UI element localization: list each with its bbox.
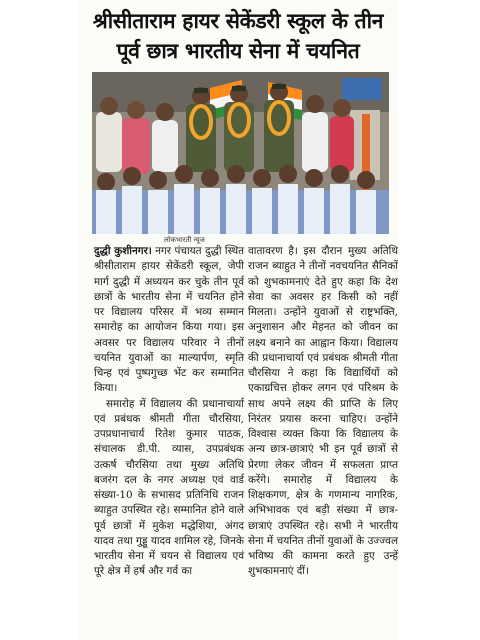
article-dateline: दुद्धी कुशीनगर। [94,245,152,257]
article-headline: श्रीसीताराम हायर सेकेंडरी स्कूल के तीन पूर्व छात्र भारतीय सेना में चयनित [92,9,384,63]
article-column-right [248,244,398,580]
article-paragraph: समारोह में विद्यालय की प्रधानाचार्या एवं प्रबंधक श्रीमती गीता चौरसिया, उपप्रधानाचार्य रितेश कुमार पाठक, संचालक डी.पी. व्यास, उपप्रबंधक उत्कर्ष चौरसिया तथा मुख्य अतिथि बजरंग दल के नगर अध्यक्ष एवं वार्ड संख्या-10 के सभासद प्रतिनिधि राजन ब्याहुत उपस्थित रहे। सम्मानित होने वाले पूर्व छात्रों में मुकेश मद्धेशिया, अंगद यादव तथा गुड्डू यादव शामिल रहे, जिनके भारतीय सेना में चयन से विद्यालय एवं पूरे क्षेत्र में हर्ष और गर्व का [94,397,244,578]
article-column-left [94,244,244,580]
news-clipping [78,0,398,640]
article-text: नगर पंचायत दुद्धी स्थित श्रीसीताराम हायर सेकेंडरी स्कूल, जेपी मार्ग दुद्धी में अध्ययन कर चुके तीन पूर्व छात्रों के भारतीय सेना में चयनित होने पर विद्यालय परिसर में भव्य सम्मान समारोह का आयोजन किया गया। इस अवसर पर विद्यालय परिवार ने तीनों चयनित युवाओं का माल्यार्पण, स्मृति चिन्ह एवं पुष्पगुच्छ भेंट कर सम्मानित किया। [94,245,245,395]
photo-illustration [92,72,389,234]
photo-credit: लोकभारती न्यूज [164,236,205,244]
article-paragraph [94,244,244,397]
group-photo [92,72,389,234]
article-paragraph: वातावरण है। इस दौरान मुख्य अतिथि राजन ब्याहुत ने तीनों नवचयनित सैनिकों को शुभकामनाएं देते हुए कहा कि देश सेवा का अवसर हर किसी को नहीं मिलता। उन्होंने युवाओं से राष्ट्रभक्ति, अनुशासन और मेहनत को जीवन का लक्ष्य बनाने का आह्वान किया। विद्यालय की प्रधानाचार्या एवं प्रबंधक श्रीमती गीता चौरसिया ने कहा कि विद्यार्थियों को एकाग्रचित्त होकर लगन एवं परिश्रम के साथ अपने लक्ष्य की प्राप्ति के लिए निरंतर प्रयास करना चाहिए। उन्होंने विश्वास व्यक्त किया कि विद्यालय के अन्य छात्र-छात्राएं भी इन पूर्व छात्रों से प्रेरणा लेकर जीवन में सफलता प्राप्त करेंगे। समारोह में विद्यालय के शिक्षकगण, क्षेत्र के गणमान्य नागरिक, अभिभावक एवं बड़ी संख्या में छात्र-छात्राएं उपस्थित रहे। सभी ने भारतीय सेना में चयनित तीनों युवाओं के उज्ज्वल भविष्य की कामना करते हुए उन्हें शुभकामनाएं दीं। [248,245,398,578]
